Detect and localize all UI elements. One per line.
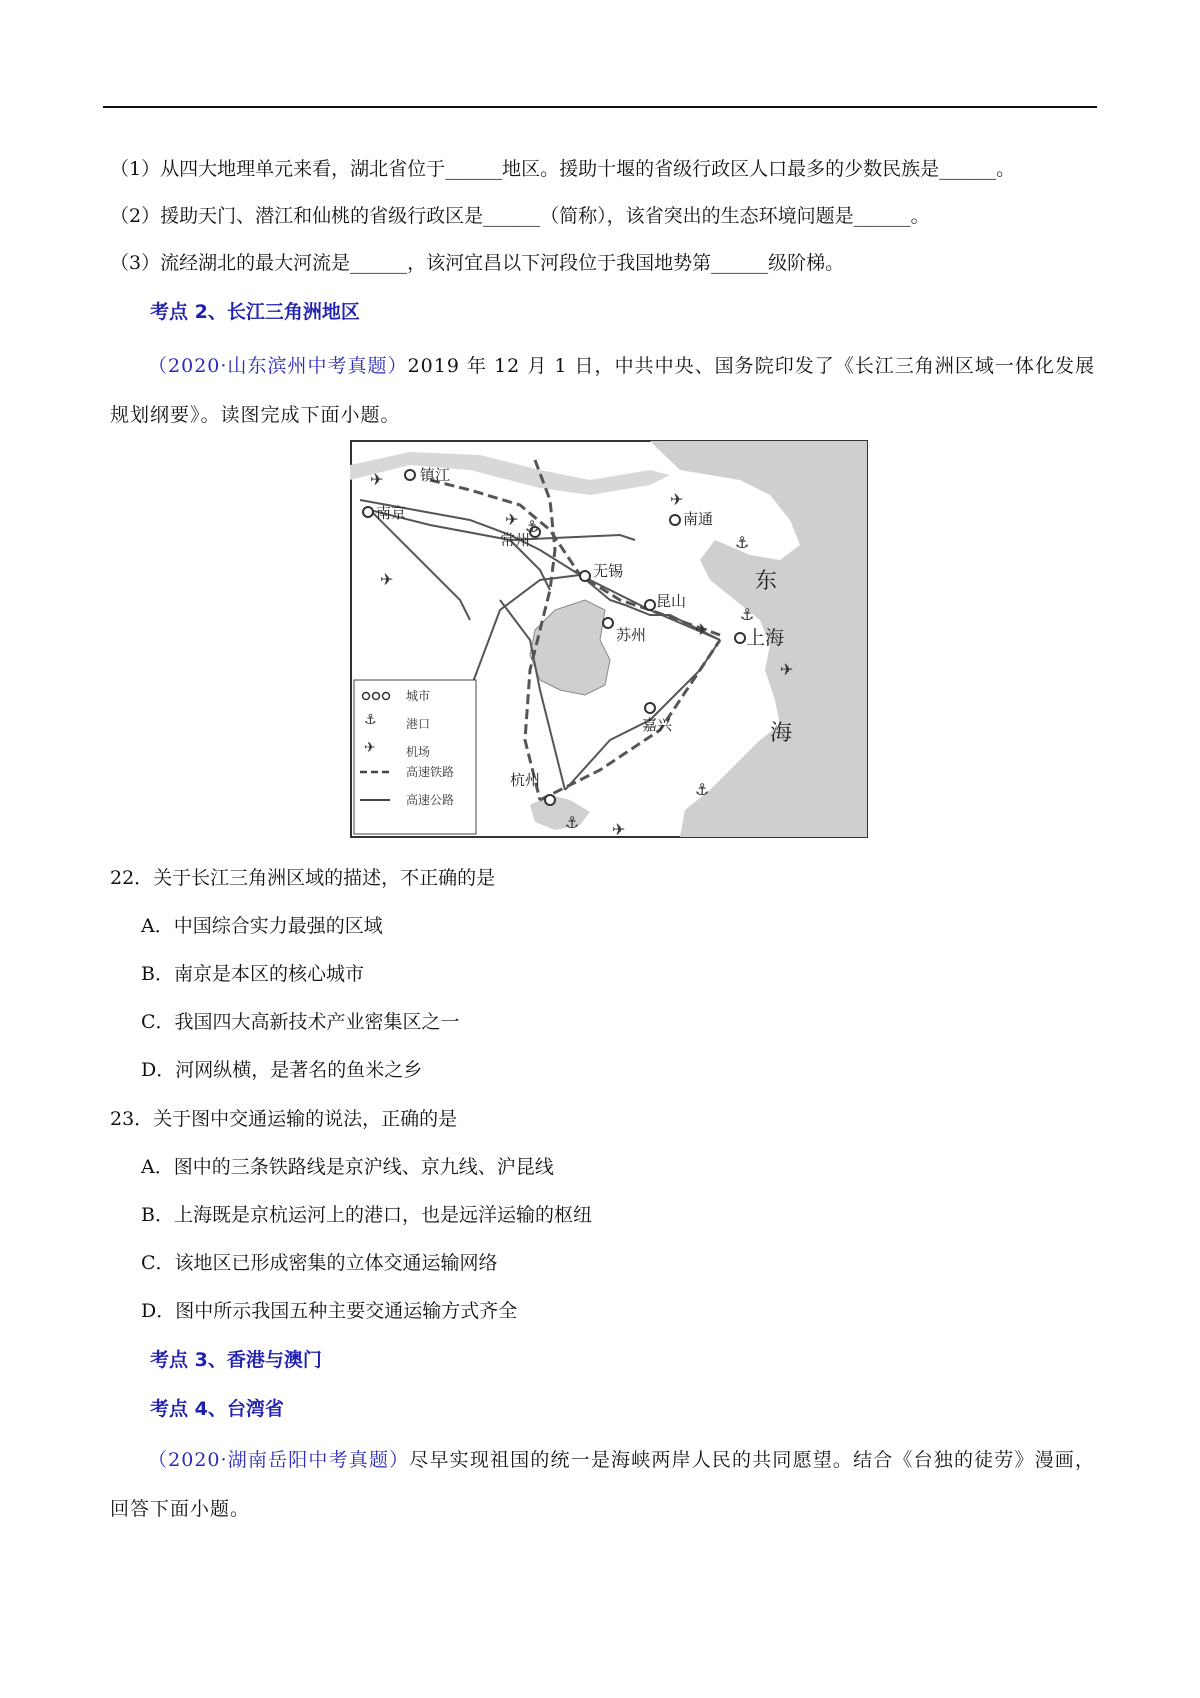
section-heading-kaodian-3: 考点 3、香港与澳门	[150, 1349, 322, 1371]
question-23-option-c[interactable]: C．该地区已形成密集的立体交通运输网络	[141, 1252, 498, 1274]
yangtze-delta-map	[350, 440, 868, 838]
section-heading-kaodian-2: 考点 2、长江三角洲地区	[150, 301, 360, 323]
question-23-option-d[interactable]: D．图中所示我国五种主要交通运输方式齐全	[141, 1300, 518, 1322]
map-city-label: 无锡	[593, 562, 624, 580]
source-citation: （2020·山东滨州中考真题）	[148, 355, 408, 377]
airport-icon: ✈	[505, 510, 519, 529]
question-1: （1）从四大地理单元来看，湖北省位于______地区。援助十堰的省级行政区人口最多的少数民族是______。	[110, 158, 1016, 180]
paragraph-text: 尽早实现祖国的统一是海峡两岸人民的共同愿望。结合《台独的徒劳》漫画，回答下面小题。	[110, 1449, 1095, 1520]
question-22-stem: 22．关于长江三角洲区域的描述，不正确的是	[110, 867, 496, 889]
legend-label: 机场	[406, 745, 431, 759]
legend-label: 港口	[406, 717, 431, 731]
question-2: （2）援助天门、潜江和仙桃的省级行政区是______（简称），该省突出的生态环境问题是______。	[110, 205, 930, 227]
map-city-label: 苏州	[616, 626, 647, 644]
sea-label: 东	[755, 569, 778, 594]
map-city-label: 嘉兴	[642, 716, 673, 734]
map-city-label: 南通	[683, 510, 714, 528]
header-rule	[103, 106, 1097, 108]
airport-icon: ✈	[695, 620, 709, 639]
legend-label: 高速公路	[406, 793, 455, 807]
legend-label: 高速铁路	[406, 765, 455, 779]
map-city-label: 南京	[376, 504, 407, 522]
anchor-icon: ⚓	[565, 813, 580, 832]
map-city-label: 杭州	[510, 771, 541, 789]
source-citation: （2020·湖南岳阳中考真题）	[148, 1449, 410, 1471]
question-22-option-c[interactable]: C．我国四大高新技术产业密集区之一	[141, 1011, 460, 1033]
airport-icon: ✈	[780, 660, 794, 679]
map-legend	[354, 680, 476, 834]
question-3: （3）流经湖北的最大河流是______，该河宜昌以下河段位于我国地势第______级阶梯。	[110, 252, 845, 274]
question-22-option-b[interactable]: B．南京是本区的核心城市	[141, 963, 364, 985]
map-city-label: 上海	[746, 627, 785, 649]
airport-icon: ✈	[364, 740, 376, 756]
airport-icon: ✈	[370, 470, 384, 489]
anchor-icon: ⚓	[740, 605, 755, 624]
paragraph-source-2	[110, 1436, 1095, 1534]
question-23-option-b[interactable]: B．上海既是京杭运河上的港口，也是远洋运输的枢纽	[141, 1204, 592, 1226]
airport-icon: ✈	[380, 570, 394, 589]
map-city-label: 常州	[500, 531, 531, 549]
map-city-label: 昆山	[656, 592, 687, 610]
question-22-option-d[interactable]: D．河网纵横，是著名的鱼米之乡	[141, 1059, 423, 1081]
anchor-icon: ⚓	[695, 780, 710, 799]
question-23-option-a[interactable]: A．图中的三条铁路线是京沪线、京九线、沪昆线	[141, 1156, 554, 1178]
paragraph-text: 2019 年 12 月 1 日，中共中央、国务院印发了《长江三角洲区域一体化发展规划纲要》。读图完成下面小题。	[110, 355, 1095, 426]
anchor-icon: ⚓	[364, 712, 377, 728]
question-23-stem: 23．关于图中交通运输的说法，正确的是	[110, 1108, 458, 1130]
airport-icon: ✈	[670, 490, 684, 509]
section-heading-kaodian-4: 考点 4、台湾省	[150, 1398, 284, 1420]
legend-label: 城市	[406, 689, 431, 703]
map-city-label: 镇江	[420, 466, 451, 484]
anchor-icon: ⚓	[525, 517, 540, 536]
sea-label: 海	[770, 721, 793, 746]
airport-icon: ✈	[612, 820, 626, 838]
paragraph-source-1	[110, 342, 1095, 440]
anchor-icon: ⚓	[735, 533, 750, 552]
question-22-option-a[interactable]: A．中国综合实力最强的区域	[141, 915, 383, 937]
